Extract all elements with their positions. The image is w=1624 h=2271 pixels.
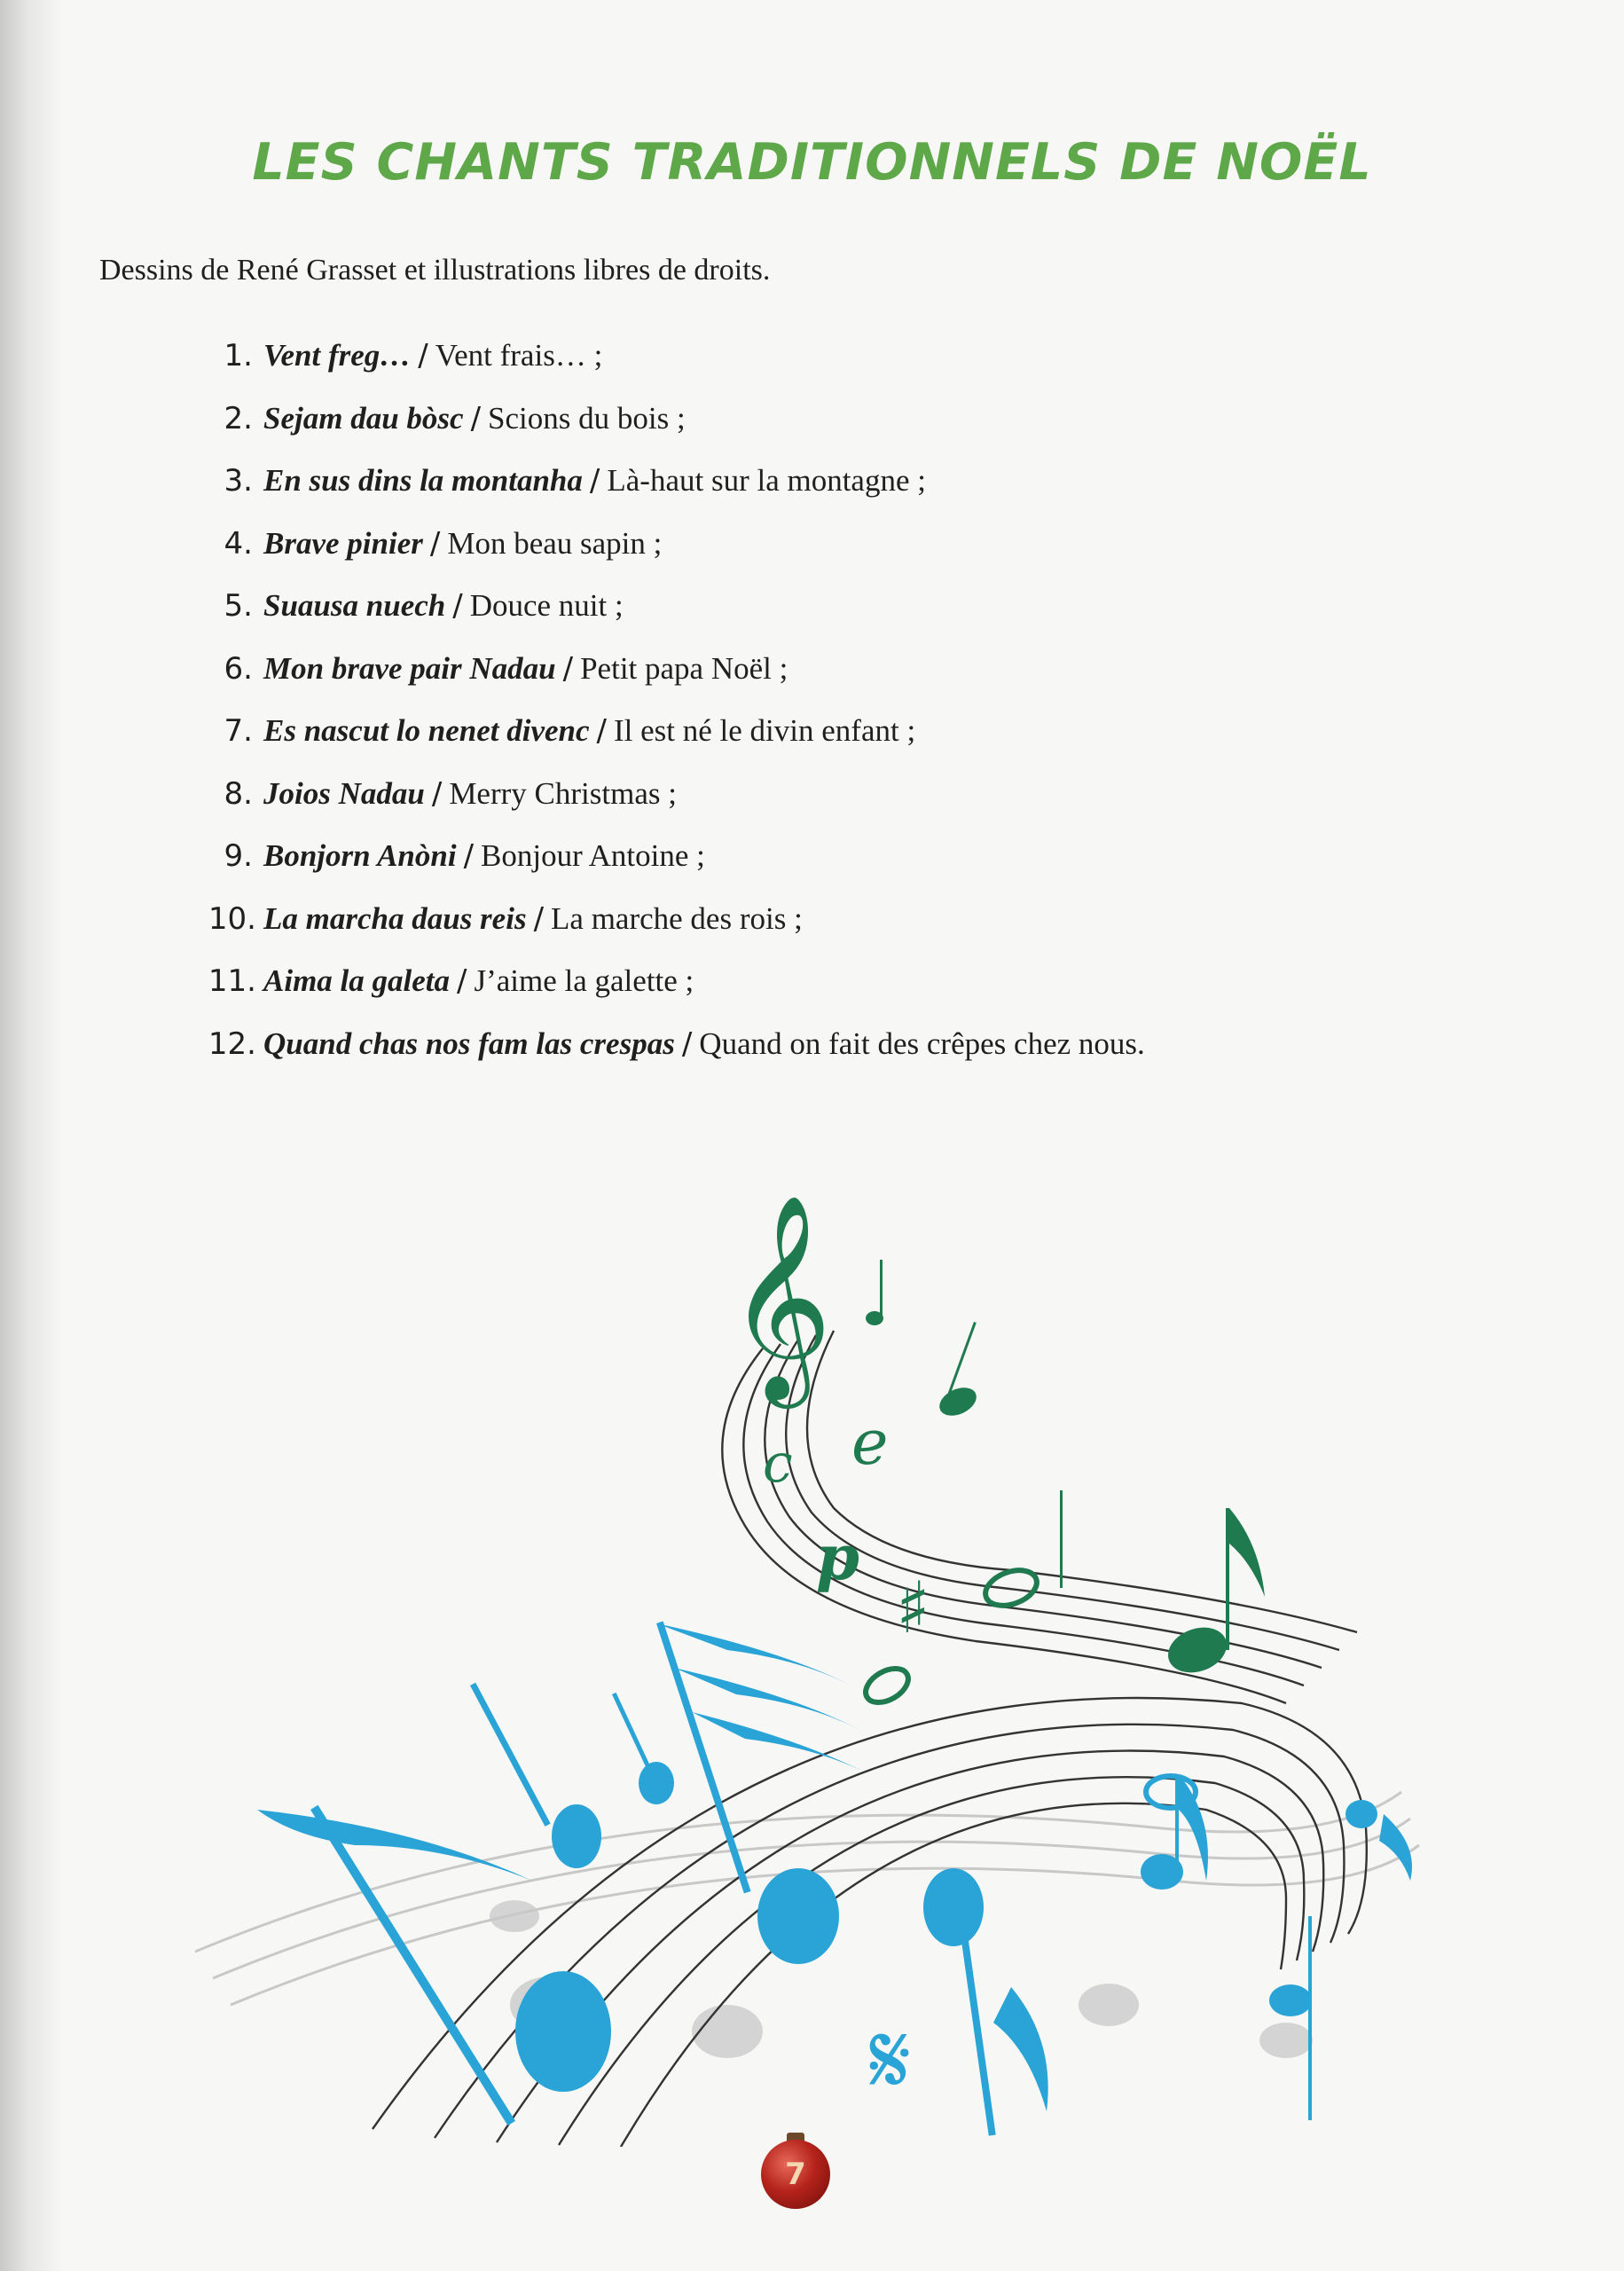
page-title: LES CHANTS TRADITIONNELS DE NOËL xyxy=(252,133,1372,192)
song-title-occitan: En sus dins la montanha xyxy=(263,463,583,498)
song-item-2 xyxy=(191,394,1145,457)
song-list xyxy=(191,331,1145,1081)
separator: / xyxy=(429,525,441,562)
green-symbols xyxy=(727,1193,1265,1709)
song-number: 4. xyxy=(224,525,253,562)
svg-text:𝄋: 𝄋 xyxy=(869,2003,912,2117)
music-notes-illustration xyxy=(177,1153,1463,2147)
song-number: 11. xyxy=(208,963,256,999)
separator: / xyxy=(452,588,463,624)
song-number: 9. xyxy=(224,838,253,874)
separator: / xyxy=(533,900,545,937)
song-title-occitan: Bonjorn Anòni xyxy=(263,838,457,873)
treble-clef-icon: 𝄞 xyxy=(727,1193,833,1400)
song-title-french: Merry Christmas ; xyxy=(449,775,677,811)
song-title-occitan: Suausa nuech xyxy=(263,588,446,623)
song-title-occitan: La marcha daus reis xyxy=(263,900,527,936)
song-number: 7. xyxy=(224,713,253,749)
song-title-occitan: Quand chas nos fam las crespas xyxy=(263,1025,675,1061)
separator: / xyxy=(589,463,600,499)
song-title-french: Petit papa Noël ; xyxy=(580,650,788,686)
song-number: 3. xyxy=(224,463,253,499)
song-item-3 xyxy=(191,456,1145,519)
song-title-french: Douce nuit ; xyxy=(469,588,624,623)
song-title-french: Scions du bois ; xyxy=(488,400,686,436)
page-edge-shadow xyxy=(0,0,62,2271)
svg-text:p: p xyxy=(816,1521,859,1594)
separator: / xyxy=(418,338,428,373)
song-title-occitan: Brave pinier xyxy=(263,525,423,561)
separator: / xyxy=(596,713,607,749)
song-number: 8. xyxy=(224,775,253,812)
song-title-occitan: Es nascut lo nenet divenc xyxy=(263,713,590,748)
song-title-occitan: Vent freg… xyxy=(263,338,412,373)
separator: / xyxy=(457,963,467,999)
credits-line: Dessins de René Grasset et illustrations libres de droits. xyxy=(99,254,771,287)
song-item-10 xyxy=(191,894,1145,957)
song-number: 6. xyxy=(224,650,253,687)
song-title-french: Vent frais… ; xyxy=(435,338,603,373)
song-item-6 xyxy=(191,644,1145,707)
song-title-french: J’aime la galette ; xyxy=(474,963,694,998)
separator: / xyxy=(431,775,443,812)
song-title-occitan: Sejam dau bòsc xyxy=(263,400,464,436)
svg-text:c: c xyxy=(763,1433,793,1495)
song-title-french: Bonjour Antoine ; xyxy=(481,838,705,873)
song-item-1 xyxy=(191,331,1145,394)
song-number: 5. xyxy=(224,588,253,624)
song-number: 10. xyxy=(208,900,256,937)
song-item-9 xyxy=(191,831,1145,894)
svg-text:♯: ♯ xyxy=(896,1567,930,1649)
song-title-occitan: Mon brave pair Nadau xyxy=(263,650,556,686)
song-title-french: Mon beau sapin ; xyxy=(447,525,663,561)
song-item-4 xyxy=(191,519,1145,582)
page-number-ornament: 7 xyxy=(761,2140,830,2209)
svg-text:e: e xyxy=(851,1406,889,1479)
song-item-7 xyxy=(191,706,1145,769)
separator: / xyxy=(463,838,475,874)
song-title-french: La marche des rois ; xyxy=(551,900,803,936)
song-item-12 xyxy=(191,1019,1145,1082)
song-title-french: Là-haut sur la montagne ; xyxy=(607,463,926,498)
song-title-occitan: Joios Nadau xyxy=(263,775,425,811)
song-title-french: Il est né le divin enfant ; xyxy=(614,713,916,748)
separator: / xyxy=(681,1025,693,1062)
song-number: 2. xyxy=(224,400,253,436)
song-item-5 xyxy=(191,581,1145,644)
song-item-8 xyxy=(191,769,1145,832)
song-number: 12. xyxy=(208,1025,256,1062)
song-title-french: Quand on fait des crêpes chez nous. xyxy=(699,1025,1145,1061)
song-number: 1. xyxy=(224,338,253,373)
song-item-11 xyxy=(191,956,1145,1019)
separator: / xyxy=(562,650,574,687)
separator: / xyxy=(470,400,482,436)
song-title-occitan: Aima la galeta xyxy=(263,963,450,998)
blue-notes xyxy=(257,1622,1412,2136)
